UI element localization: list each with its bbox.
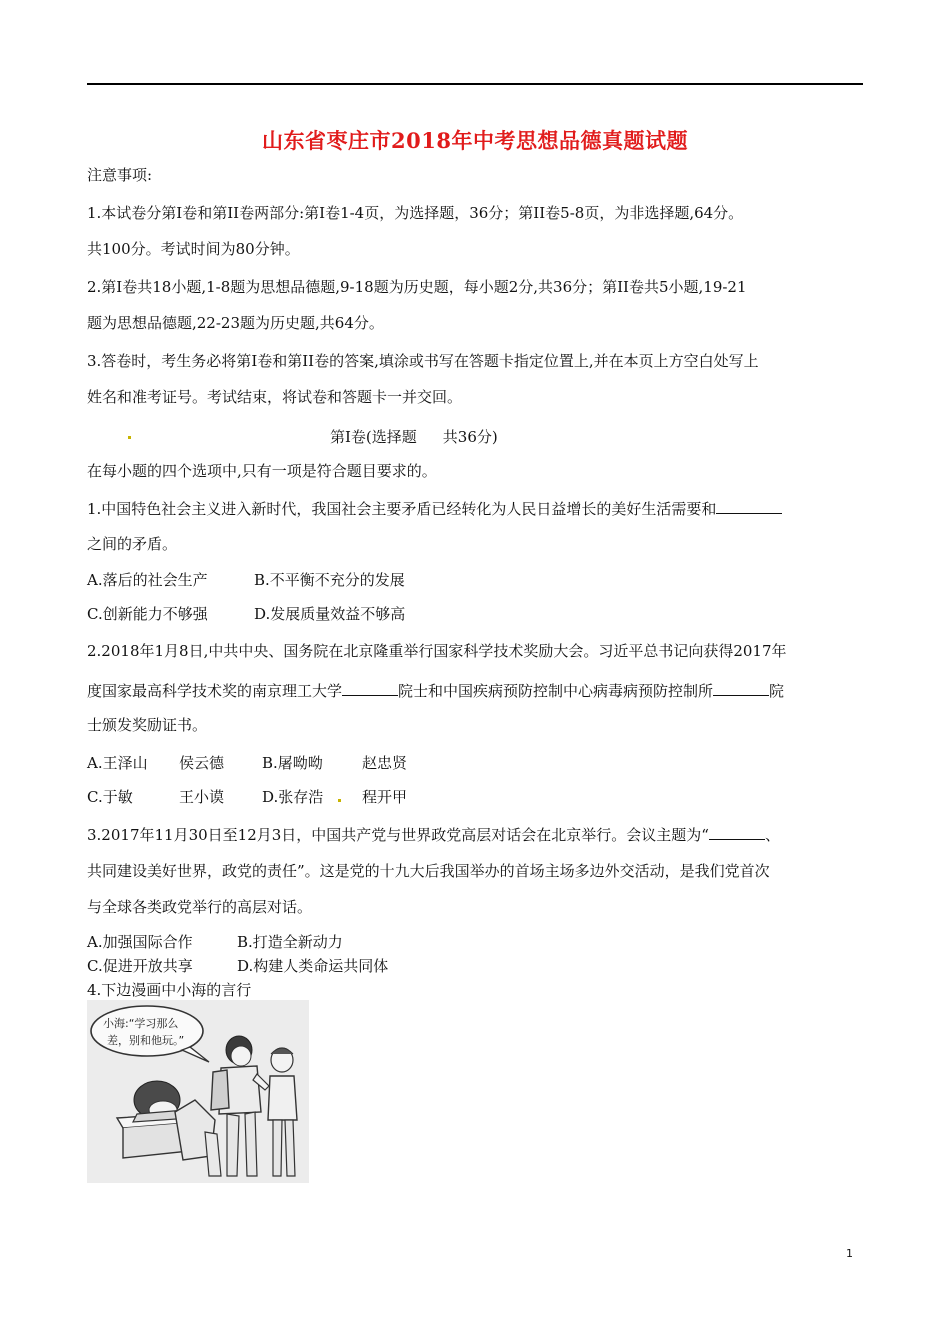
page-number: 1: [846, 1247, 853, 1260]
q2-option-a-second: 侯云德: [179, 754, 225, 772]
q2-blank-1: [342, 679, 398, 696]
scan-speck: [338, 799, 341, 802]
q2-options-ab: [87, 753, 407, 773]
q1-option-a: A.落后的社会生产: [87, 571, 208, 589]
q3-stem-line3: 与全球各类政党举行的高层对话。: [87, 898, 313, 916]
q2-option-d-second: 程开甲: [362, 788, 408, 806]
cartoon-image: [87, 1000, 309, 1183]
q2-option-c: C.于敏: [87, 788, 133, 806]
q4-stem-line1: 4.下边漫画中小海的言行: [87, 981, 252, 999]
q3-stem-line2: 共同建设美好世界，政党的责任”。这是党的十九大后我国举办的首场主场多边外交活动，是我们党首次: [87, 862, 770, 880]
bubble-text-1: 小海:“学习那么: [103, 1017, 179, 1030]
q3-stem-text-a: 3.2017年11月30日至12月3日，中国共产党与世界政党高层对话会在北京举行。会议主题为“: [87, 826, 709, 844]
q1-options-ab: [87, 570, 405, 590]
instruction: 在每小题的四个选项中,只有一项是符合题目要求的。: [87, 462, 437, 480]
q2-stem-line1: 2.2018年1月8日,中共中央、国务院在北京隆重举行国家科学技术奖励大会。习近平总书记向获得2017年: [87, 642, 787, 660]
q2-option-d: D.张存浩: [262, 788, 324, 806]
q1-option-c: C.创新能力不够强: [87, 605, 208, 623]
section-heading: [330, 426, 498, 447]
notice-heading: 注意事项:: [87, 166, 153, 184]
q3-options-cd: [87, 956, 388, 976]
q3-option-a: A.加强国际合作: [87, 933, 193, 951]
q3-option-c: C.促进开放共享: [87, 957, 193, 975]
q1-stem-text: 1.中国特色社会主义进入新时代，我国社会主要矛盾已经转化为人民日益增长的美好生活需要和: [87, 500, 717, 518]
q2-option-b: B.屠呦呦: [262, 754, 323, 772]
note-line-3: 2.第Ⅰ卷共18小题,1-8题为思想品德题,9-18题为历史题，每小题2分,共36分；第II卷共5小题,19-21: [87, 278, 747, 296]
page-title: 山东省枣庄市2018年中考思想品德真题试题: [262, 128, 688, 153]
q2-stem-text-b: 院士和中国疾病预防控制中心病毒病预防控制所: [398, 682, 714, 700]
q2-option-b-second: 赵忠贤: [362, 754, 408, 772]
q2-stem-line2: [87, 679, 784, 701]
q3-stem-text-b: 、: [764, 826, 780, 844]
note-line-1: 1.本试卷分第Ⅰ卷和第II卷两部分:第Ⅰ卷1-4页，为选择题，36分；第II卷5-8页，为非选择题,64分。: [87, 204, 744, 222]
q2-option-a: A.王泽山: [87, 754, 148, 772]
note-line-5: 3.答卷时，考生务必将第Ⅰ卷和第II卷的答案,填涂或书写在答题卡指定位置上,并在本页上方空白处写上: [87, 352, 759, 370]
section-heading-right: 共36分): [442, 428, 498, 446]
q3-options-ab: [87, 932, 343, 952]
header-rule: [87, 83, 863, 85]
q3-blank: [709, 823, 765, 840]
q2-stem-text-a: 度国家最高科学技术奖的南京理工大学: [87, 682, 343, 700]
q3-option-d: D.构建人类命运共同体: [237, 957, 389, 975]
scan-speck: [128, 436, 131, 439]
q1-option-b: B.不平衡不充分的发展: [254, 571, 405, 589]
q1-stem-line2: 之间的矛盾。: [87, 535, 178, 553]
note-line-4: 题为思想品德题,22-23题为历史题,共64分。: [87, 314, 384, 332]
section-heading-left: 第Ⅰ卷(选择题: [330, 428, 417, 446]
q2-option-c-second: 王小谟: [179, 788, 225, 806]
q2-stem-line3: 士颁发奖励证书。: [87, 716, 208, 734]
q2-blank-2: [713, 679, 769, 696]
q3-option-b: B.打造全新动力: [237, 933, 343, 951]
q3-stem-line1: [87, 823, 780, 845]
q2-stem-text-c: 院: [769, 682, 785, 700]
q1-blank: [716, 497, 782, 514]
q1-stem-line1: [87, 497, 782, 519]
q1-options-cd: [87, 604, 405, 624]
note-line-6: 姓名和准考证号。考试结束，将试卷和答题卡一并交回。: [87, 388, 463, 406]
q1-option-d: D.发展质量效益不够高: [254, 605, 406, 623]
bubble-text-2: 差，别和他玩。”: [107, 1034, 185, 1047]
cartoon-drawing: [87, 1000, 309, 1183]
q2-options-cd: [87, 787, 407, 807]
note-line-2: 共100分。考试时间为80分钟。: [87, 240, 300, 258]
